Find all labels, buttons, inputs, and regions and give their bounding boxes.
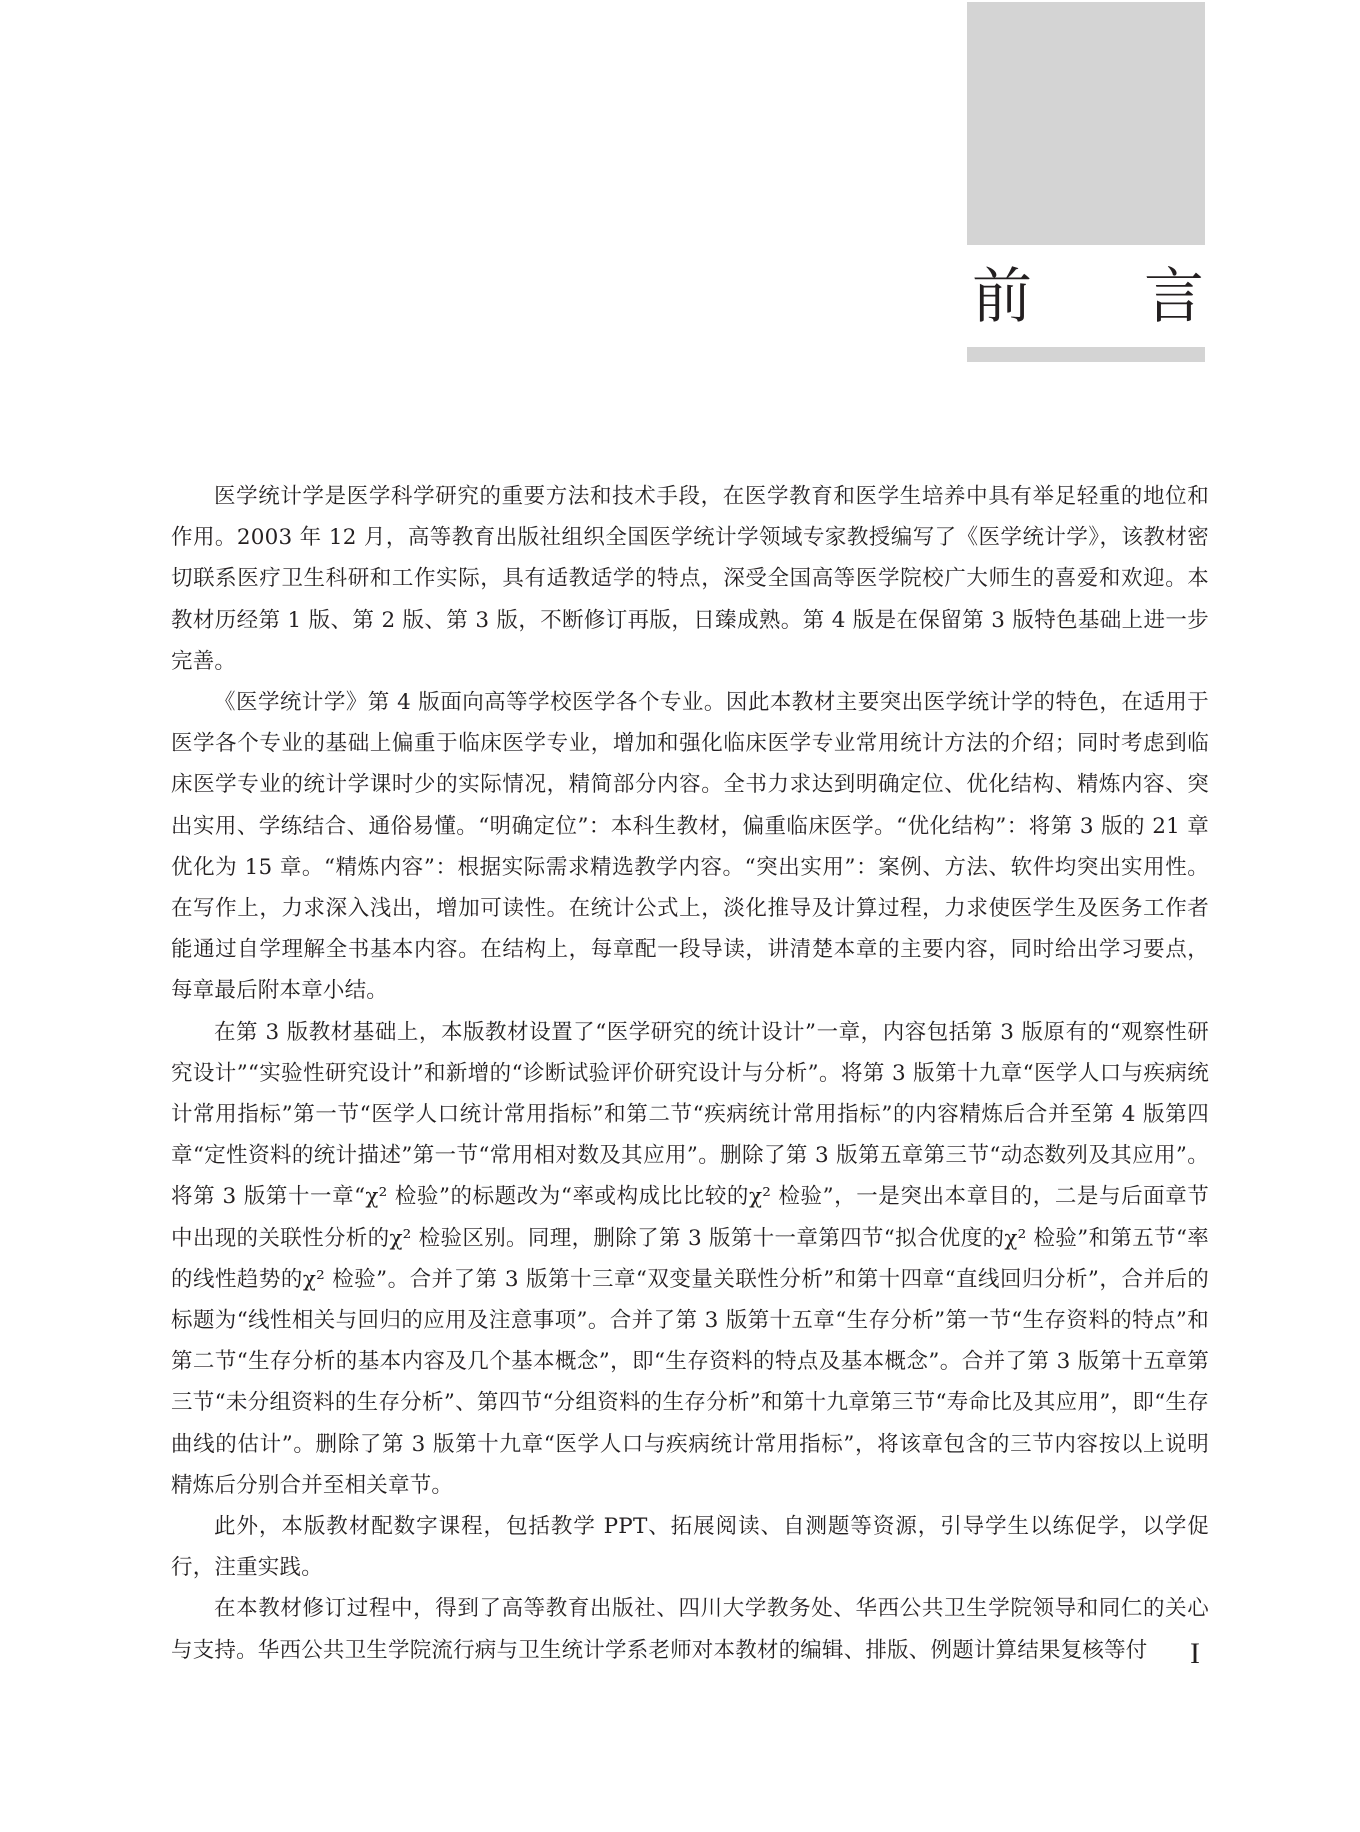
paragraph-2: 《医学统计学》第 4 版面向高等学校医学各个专业。因此本教材主要突出医学统计学的特色，在适用于医学各个专业的基础上偏重于临床医学专业，增加和强化临床医学专业常用统计方法的介绍；同时考虑到临床医学专业的统计学课时少的实际情况，精简部分内容。全书力求达到明确定位、优化结构、精炼内容、突出实用、学练结合、通俗易懂。“明确定位”：本科生教材，偏重临床医学。“优化结构”：将第 3 版的 21 章优化为 15 章。“精炼内容”：根据实际需求精选教学内容。“突出实用”：案例、方法、软件均突出实用性。在写作上，力求深入浅出，增加可读性。在统计公式上，淡化推导及计算过程，力求使医学生及医务工作者能通过自学理解全书基本内容。在结构上，每章配一段导读，讲清楚本章的主要内容，同时给出学习要点，每章最后附本章小结。: [171, 690, 1209, 1004]
paragraph-1: 医学统计学是医学科学研究的重要方法和技术手段，在医学教育和医学生培养中具有举足轻重的地位和作用。2003 年 12 月，高等教育出版社组织全国医学统计学领域专家教授编写了《医学统计学》，该教材密切联系医疗卫生科研和工作实际，具有适教适学的特点，深受全国高等医学院校广大师生的喜爱和欢迎。本教材历经第 1 版、第 2 版、第 3 版，不断修订再版，日臻成熟。第 4 版是在保留第 3 版特色基础上进一步完善。: [171, 484, 1209, 674]
paragraph-3: 在第 3 版教材基础上，本版教材设置了“医学研究的统计设计”一章，内容包括第 3 版原有的“观察性研究设计”“实验性研究设计”和新增的“诊断试验评价研究设计与分析”。将第 3 版第十九章“医学人口与疾病统计常用指标”第一节“医学人口统计常用指标”和第二节“疾病统计常用指标”的内容精炼后合并至第 4 版第四章“定性资料的统计描述”第一节“常用相对数及其应用”。删除了第 3 版第五章第三节“动态数列及其应用”。将第 3 版第十一章“χ² 检验”的标题改为“率或构成比比较的χ² 检验”，一是突出本章目的，二是与后面章节中出现的关联性分析的χ² 检验区别。同理，删除了第 3 版第十一章第四节“拟合优度的χ² 检验”和第五节“率的线性趋势的χ² 检验”。合并了第 3 版第十三章“双变量关联性分析”和第十四章“直线回归分析”，合并后的标题为“线性相关与回归的应用及注意事项”。合并了第 3 版第十五章“生存分析”第一节“生存资料的特点”和第二节“生存分析的基本内容及几个基本概念”，即“生存资料的特点及基本概念”。合并了第 3 版第十五章第三节“未分组资料的生存分析”、第四节“分组资料的生存分析”和第十九章第三节“寿命比及其应用”，即“生存曲线的估计”。删除了第 3 版第十九章“医学人口与疾病统计常用指标”，将该章包含的三节内容按以上说明精炼后分别合并至相关章节。: [171, 1019, 1209, 1498]
page-number: I: [1190, 1637, 1200, 1670]
body-text: [171, 476, 1209, 1671]
paragraph-4: 此外，本版教材配数字课程，包括教学 PPT、拓展阅读、自测题等资源，引导学生以练促学，以学促行，注重实践。: [171, 1514, 1209, 1581]
page-title: [972, 258, 1204, 336]
paragraph-5: 在本教材修订过程中，得到了高等教育出版社、四川大学教务处、华西公共卫生学院领导和同仁的关心与支持。华西公共卫生学院流行病与卫生统计学系老师对本教材的编辑、排版、例题计算结果复核等付: [171, 1596, 1209, 1663]
title-underline-bar: [967, 347, 1205, 362]
title-char-2: 言: [1144, 262, 1204, 332]
header-gray-block: [967, 2, 1205, 245]
title-char-1: 前: [972, 262, 1032, 332]
